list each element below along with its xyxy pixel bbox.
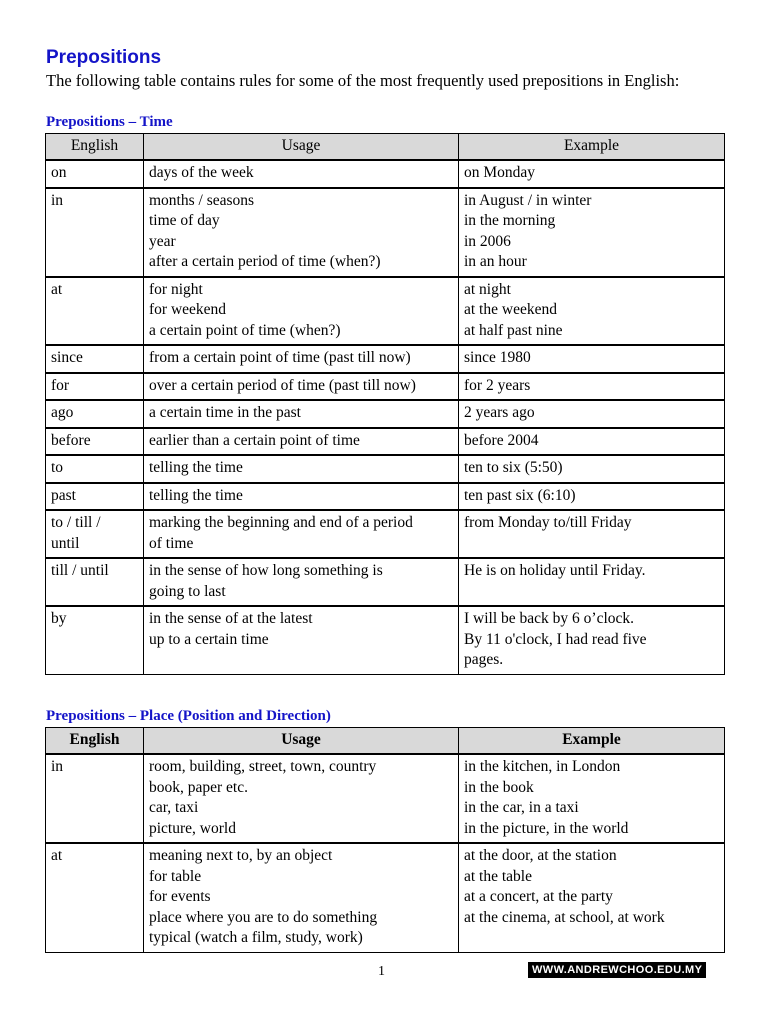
- english-line: to: [51, 459, 64, 476]
- english-line: at: [51, 280, 63, 298]
- header-usage: Usage: [144, 728, 459, 755]
- table-row: [46, 483, 725, 511]
- example-line: at night: [464, 280, 511, 298]
- example-cell: [459, 373, 725, 401]
- english-line: since: [51, 349, 83, 366]
- usage-cell: [144, 558, 459, 606]
- table-row: [46, 558, 725, 606]
- table-header-row: [46, 134, 725, 161]
- english-line: until: [51, 534, 80, 552]
- table-row: [46, 373, 725, 401]
- example-line: before 2004: [464, 431, 539, 449]
- example-cell: [459, 455, 725, 483]
- header-english: English: [46, 728, 144, 755]
- example-line: I will be back by 6 o’clock.: [464, 610, 635, 627]
- english-line: on: [51, 164, 67, 181]
- usage-cell: [144, 843, 459, 952]
- usage-line: year: [149, 232, 176, 250]
- place-table-body: [46, 754, 725, 952]
- example-line: for 2 years: [464, 376, 531, 394]
- table-row: [46, 606, 725, 674]
- usage-cell: [144, 455, 459, 483]
- table-row: [46, 277, 725, 346]
- example-line: at the weekend: [464, 301, 557, 318]
- english-line: for: [51, 376, 70, 394]
- usage-cell: [144, 160, 459, 188]
- table-row: [46, 160, 725, 188]
- english-cell: [46, 754, 144, 843]
- usage-line: car, taxi: [149, 799, 199, 816]
- header-english: English: [46, 134, 144, 161]
- example-line: at a concert, at the party: [464, 888, 613, 905]
- example-line: at the cinema, at school, at work: [464, 908, 665, 926]
- site-url-banner: WWW.ANDREWCHOO.EDU.MY: [528, 962, 706, 978]
- usage-cell: [144, 606, 459, 674]
- table-row: [46, 345, 725, 373]
- usage-cell: [144, 277, 459, 346]
- table-row: [46, 510, 725, 558]
- time-section-heading: Prepositions – Time: [46, 114, 173, 130]
- usage-line: for weekend: [149, 301, 227, 318]
- example-line: at the table: [464, 867, 532, 885]
- english-cell: [46, 428, 144, 456]
- example-line: ten to six (5:50): [464, 459, 563, 476]
- example-line: He is on holiday until Friday.: [464, 562, 646, 579]
- table-row: [46, 754, 725, 843]
- english-line: to / till /: [51, 514, 101, 531]
- place-prepositions-table: [45, 727, 725, 953]
- usage-line: earlier than a certain point of time: [149, 431, 360, 449]
- example-cell: [459, 754, 725, 843]
- usage-line: over a certain period of time (past till now): [149, 376, 416, 394]
- example-line: in an hour: [464, 253, 527, 270]
- usage-line: marking the beginning and end of a period: [149, 514, 413, 531]
- usage-line: telling the time: [149, 486, 243, 504]
- usage-cell: [144, 373, 459, 401]
- english-cell: [46, 843, 144, 952]
- example-cell: [459, 843, 725, 952]
- usage-cell: [144, 188, 459, 277]
- usage-line: typical (watch a film, study, work): [149, 929, 363, 946]
- usage-line: a certain time in the past: [149, 404, 301, 421]
- english-cell: [46, 277, 144, 346]
- english-cell: [46, 558, 144, 606]
- usage-line: after a certain period of time (when?): [149, 253, 381, 270]
- page-number: 1: [378, 964, 385, 979]
- english-cell: [46, 188, 144, 277]
- usage-line: place where you are to do something: [149, 908, 378, 926]
- usage-line: room, building, street, town, country: [149, 758, 377, 775]
- usage-cell: [144, 754, 459, 843]
- table-row: [46, 428, 725, 456]
- example-cell: [459, 510, 725, 558]
- usage-line: of time: [149, 534, 194, 552]
- english-line: past: [51, 486, 76, 504]
- english-cell: [46, 400, 144, 428]
- time-table-body: [46, 160, 725, 674]
- example-cell: [459, 345, 725, 373]
- usage-line: time of day: [149, 212, 220, 229]
- example-line: 2 years ago: [464, 404, 535, 421]
- usage-line: in the sense of how long something is: [149, 562, 383, 579]
- english-cell: [46, 606, 144, 674]
- english-line: in: [51, 191, 64, 209]
- usage-line: meaning next to, by an object: [149, 847, 333, 864]
- usage-cell: [144, 345, 459, 373]
- usage-cell: [144, 510, 459, 558]
- header-example: Example: [459, 728, 725, 755]
- example-cell: [459, 188, 725, 277]
- example-line: in the morning: [464, 212, 556, 229]
- english-line: till / until: [51, 562, 109, 579]
- english-cell: [46, 510, 144, 558]
- usage-line: going to last: [149, 582, 226, 600]
- usage-line: for events: [149, 888, 211, 905]
- example-line: on Monday: [464, 164, 536, 181]
- english-line: in: [51, 758, 64, 775]
- header-usage: Usage: [144, 134, 459, 161]
- example-line: By 11 o'clock, I had read five: [464, 630, 647, 648]
- example-cell: [459, 483, 725, 511]
- example-cell: [459, 400, 725, 428]
- example-line: in the kitchen, in London: [464, 758, 621, 775]
- intro-text: The following table contains rules for some of the most frequently used prepositions in English:: [46, 71, 680, 90]
- usage-cell: [144, 400, 459, 428]
- table-row: [46, 400, 725, 428]
- table-header-row: [46, 728, 725, 755]
- usage-cell: [144, 483, 459, 511]
- example-line: in the book: [464, 778, 534, 796]
- document-title: Prepositions: [46, 47, 162, 68]
- table-row: [46, 843, 725, 952]
- english-line: by: [51, 610, 67, 627]
- example-line: pages.: [464, 651, 504, 668]
- example-cell: [459, 558, 725, 606]
- example-line: since 1980: [464, 349, 531, 366]
- english-line: at: [51, 847, 63, 864]
- usage-line: picture, world: [149, 819, 236, 837]
- english-cell: [46, 345, 144, 373]
- usage-line: a certain point of time (when?): [149, 321, 341, 339]
- example-line: at the door, at the station: [464, 847, 617, 864]
- usage-line: for table: [149, 867, 202, 885]
- example-cell: [459, 277, 725, 346]
- example-cell: [459, 428, 725, 456]
- usage-cell: [144, 428, 459, 456]
- time-prepositions-table: [45, 133, 725, 675]
- english-cell: [46, 455, 144, 483]
- table-row: [46, 455, 725, 483]
- usage-line: for night: [149, 280, 203, 298]
- usage-line: from a certain point of time (past till now): [149, 349, 411, 366]
- place-section-heading: Prepositions – Place (Position and Direction): [46, 708, 331, 724]
- example-line: ten past six (6:10): [464, 486, 576, 504]
- usage-line: months / seasons: [149, 191, 255, 209]
- example-line: at half past nine: [464, 321, 563, 339]
- table-row: [46, 188, 725, 277]
- english-cell: [46, 160, 144, 188]
- usage-line: days of the week: [149, 164, 254, 181]
- usage-line: telling the time: [149, 459, 243, 476]
- usage-line: in the sense of at the latest: [149, 610, 313, 627]
- example-line: in the picture, in the world: [464, 819, 629, 837]
- english-cell: [46, 373, 144, 401]
- english-line: ago: [51, 404, 74, 421]
- usage-line: book, paper etc.: [149, 778, 248, 796]
- usage-line: up to a certain time: [149, 630, 269, 648]
- example-cell: [459, 606, 725, 674]
- english-line: before: [51, 431, 91, 449]
- example-line: in August / in winter: [464, 191, 592, 209]
- example-line: from Monday to/till Friday: [464, 514, 632, 531]
- example-cell: [459, 160, 725, 188]
- example-line: in 2006: [464, 232, 511, 250]
- english-cell: [46, 483, 144, 511]
- example-line: in the car, in a taxi: [464, 799, 579, 816]
- header-example: Example: [459, 134, 725, 161]
